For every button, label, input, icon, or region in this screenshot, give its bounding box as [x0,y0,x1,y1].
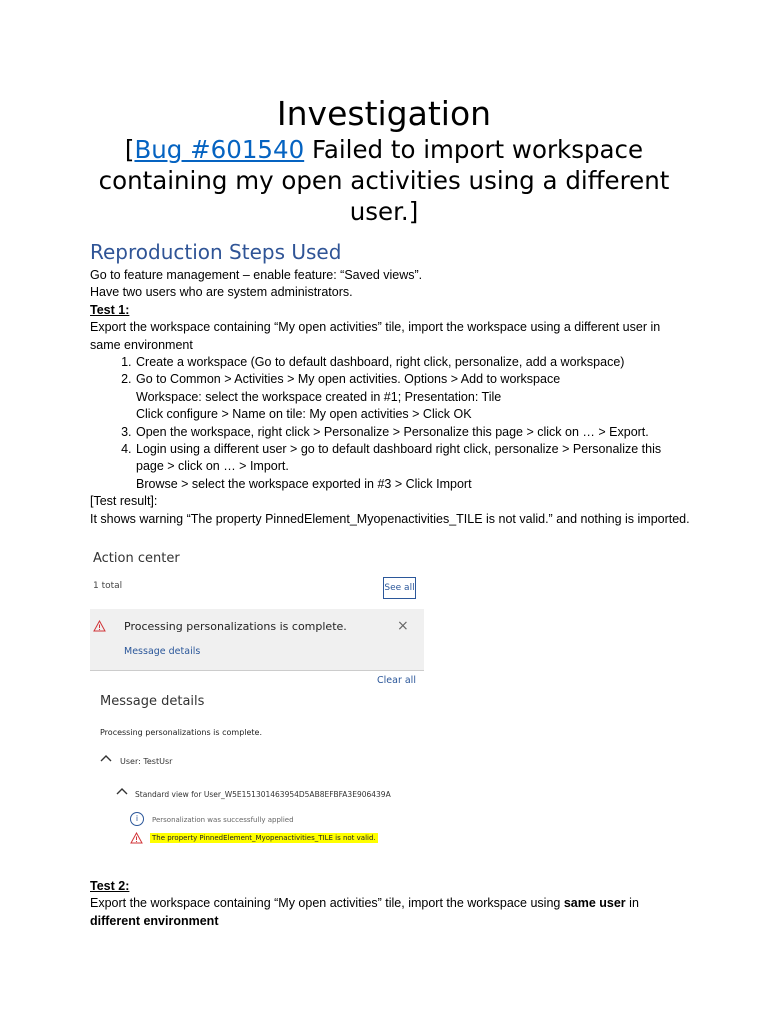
user-line: User: TestUsr [120,757,173,766]
action-center-screenshot [90,548,425,854]
step-line: Workspace: select the workspace created in #1; Presentation: Tile [136,389,502,404]
subtitle-open-bracket: [ [124,135,135,164]
step-item [135,424,690,441]
subtitle-rest: Failed to import workspace containing my open activities using a different user.] [98,135,670,226]
notification-text: Processing personalizations is complete. [124,620,347,633]
message-details-line: Processing personalizations is complete. [100,728,263,737]
step-line: Open the workspace, right click > Personalize > Personalize this page > click on … > Export. [136,424,649,439]
warning-triangle-icon [130,832,143,844]
test2-desc-bold: same user [563,896,626,911]
see-all-button[interactable]: See all [383,577,416,599]
warning-triangle-icon [93,620,106,632]
step-item [135,371,690,423]
document-title: Investigation [276,94,492,133]
test2-description [90,895,690,930]
chevron-up-icon[interactable] [116,787,128,795]
warning-line-highlighted: The property PinnedElement_Myopenactivities_TILE is not valid. [152,834,376,842]
test2-desc-part: in [625,896,639,911]
info-icon: i [130,812,144,826]
test1-body [90,267,690,528]
step-item [135,441,690,493]
test2-label: Test 2: [90,879,130,893]
action-center-title: Action center [93,551,180,566]
test1-label: Test 1: [90,302,130,317]
step-item [135,354,690,371]
intro-line: Go to feature management – enable feature: “Saved views”. [90,268,423,282]
document-subtitle [80,134,688,227]
message-details-link[interactable]: Message details [124,646,201,657]
close-icon[interactable]: × [397,618,409,634]
chevron-up-icon[interactable] [100,754,112,762]
notification-card[interactable] [90,609,424,671]
success-line: Personalization was successfully applied [152,816,294,824]
bug-link[interactable]: Bug #601540 [134,135,305,164]
test1-description: Export the workspace containing “My open activities” tile, import the workspace using a different user in same environment [90,320,661,352]
clear-all-link[interactable]: Clear all [377,675,416,686]
step-line: Go to Common > Activities > My open activities. Options > Add to workspace [136,372,561,387]
test2-body [90,878,690,930]
test1-steps [90,354,690,493]
intro-line: Have two users who are system administrators. [90,285,353,300]
test2-desc-bold: different environment [90,913,219,928]
step-line: Login using a different user > go to default dashboard right click, personalize > Personalize this page > click on … > Import. [136,442,662,474]
step-line: Browse > select the workspace exported in #3 > Click Import [136,476,472,491]
notification-count: 1 total [93,581,123,591]
section-heading: Reproduction Steps Used [90,240,342,264]
test1-result-label: [Test result]: [90,494,158,509]
step-line: Create a workspace (Go to default dashboard, right click, personalize, add a workspace) [136,355,625,370]
view-line: Standard view for User_W5E151301463954D5AB8EFBFA3E906439A [135,790,391,799]
test1-result-text: It shows warning “The property PinnedElement_Myopenactivities_TILE is not valid.” and nothing is imported. [90,511,690,526]
step-line: Click configure > Name on tile: My open activities > Click OK [136,407,472,422]
message-details-title: Message details [100,694,205,709]
test2-desc-part: Export the workspace containing “My open activities” tile, import the workspace using [90,896,564,911]
